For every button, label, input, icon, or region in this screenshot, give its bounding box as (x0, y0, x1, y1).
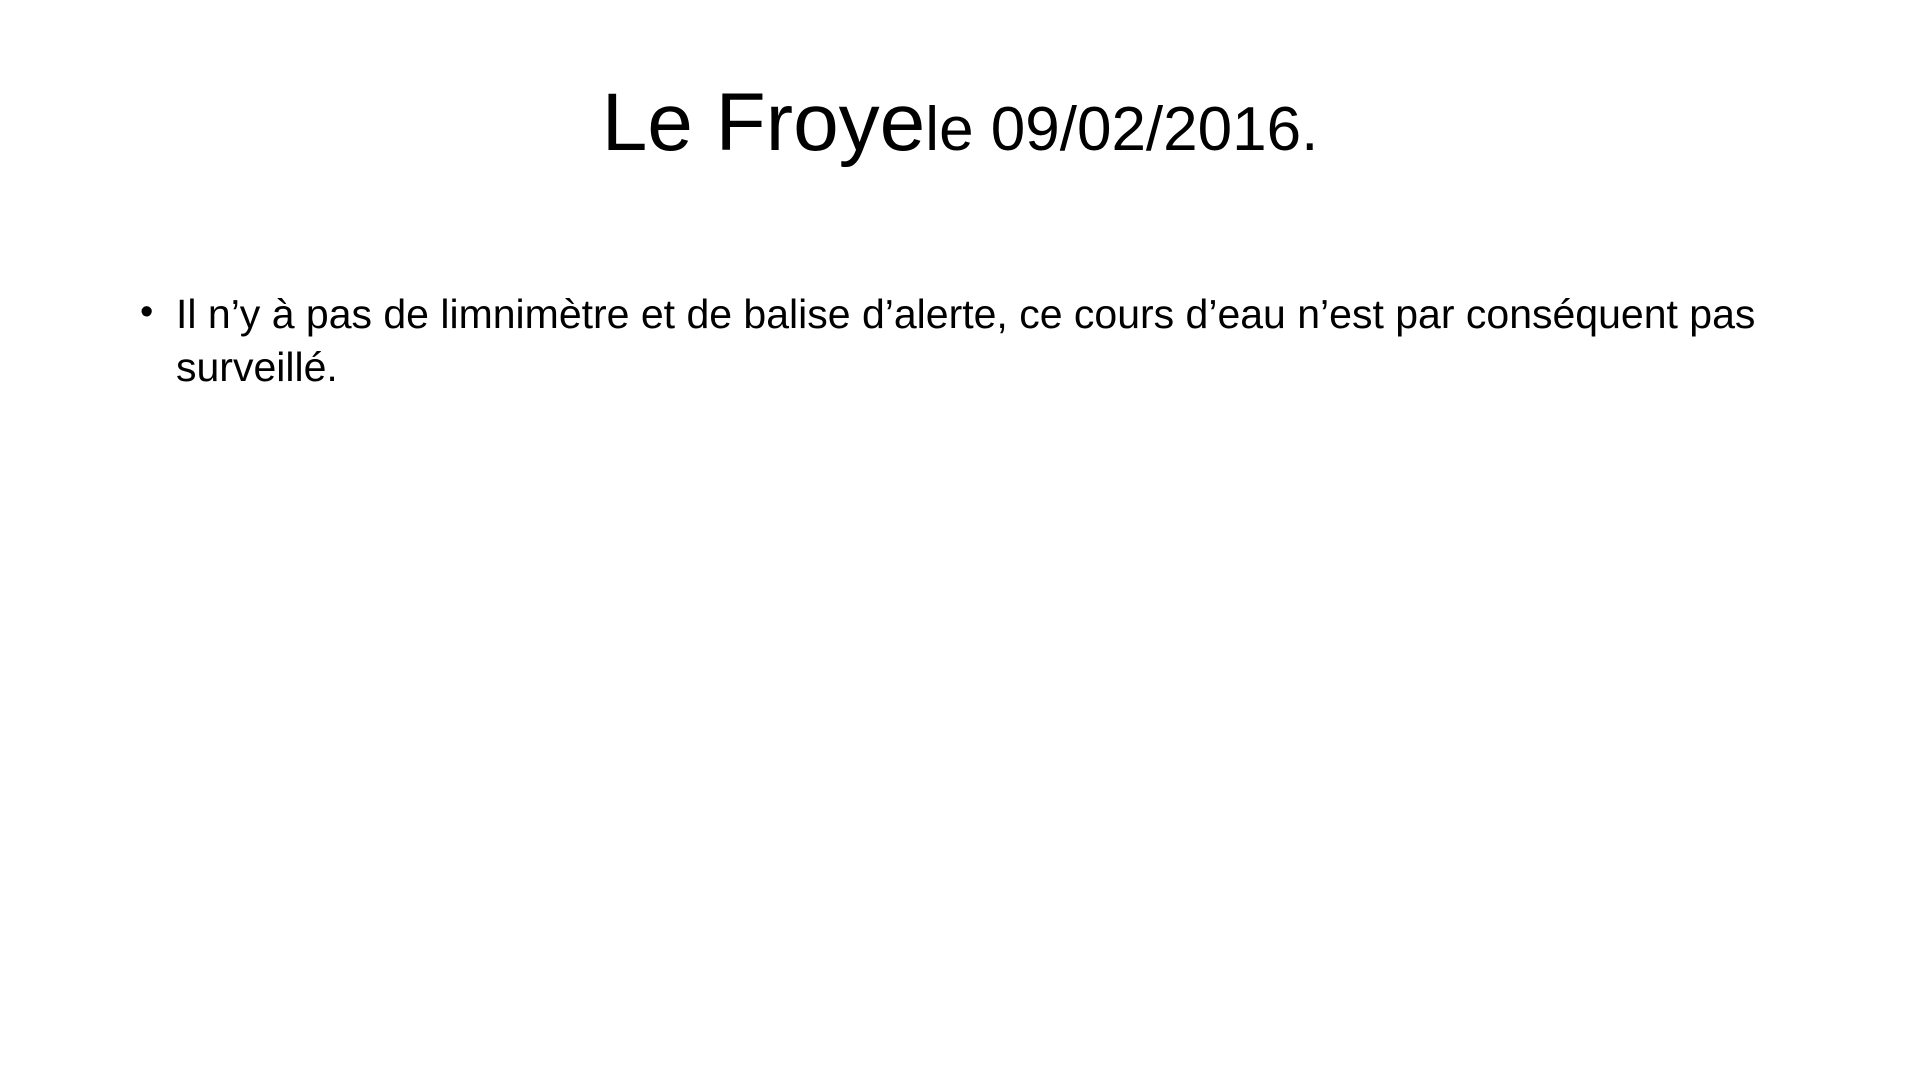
page-title-main: Le Froye (601, 77, 926, 168)
list-item (140, 288, 1800, 395)
list-item-text: Il n’y à pas de limnimètre et de balise d’alerte, ce cours d’eau n’est par conséquent pas surveillé. (176, 291, 1756, 391)
slide-body (140, 288, 1800, 395)
page-title (120, 78, 1800, 168)
page-title-date: le 09/02/2016. (925, 95, 1319, 164)
bullet-icon: • (140, 291, 154, 333)
